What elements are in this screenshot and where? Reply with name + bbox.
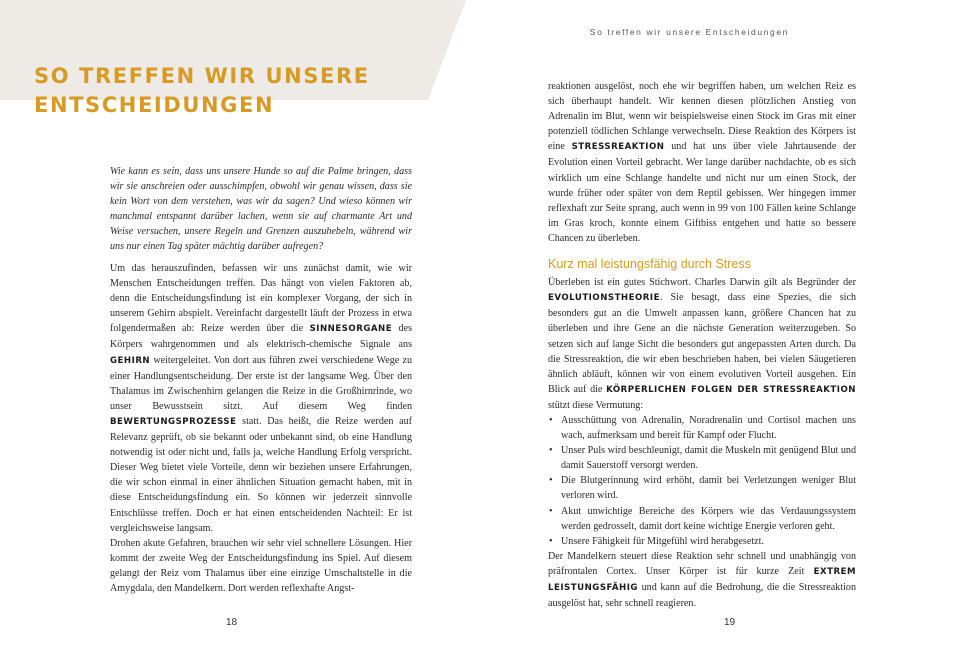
keyword-highlight: KÖRPERLICHEN FOLGEN DER STRESSREAKTION — [606, 384, 856, 395]
body-paragraph: reaktionen ausgelöst, noch ehe wir begriffen haben, um welchen Reiz es sich überhaupt handelt. Wir kennen diesen plötzlichen Anstieg von Adrenalin im Blut, wenn wir beispielsweise einen Stock im Gras mit einer potenziell tödlichen Schlange verwechseln. Diese Reaktion des Körpers ist eine STRESSREAKTION und hat uns über viele Jahrtausende der Evolution einen Vorteil gebracht. Wer lange darüber nachdachte, ob es sich wirklich um eine Schlange handelte und nicht nur um einen Stock, der wurde früher oder später von dem Reptil gebissen. Wer hingegen immer reflexhaft zur Seite sprang, auch wenn in 99 von 100 Fällen keine Schlange im Gras kroch, konnte einem Giftbiss entgehen und hatte so bessere Chancen zu überleben. — [548, 81, 856, 244]
body-paragraph: Überleben ist ein gutes Stichwort. Charles Darwin gilt als Begründer der EVOLUTIONSTHEORIE. Sie besagt, dass eine Spezies, die sich besonders gut an die Umwelt anpassen kann, größere Chancen hat zu überleben und ihre Gene an die nächste Generation weiterzugeben. So setzen sich auf lange Sicht die besonders gut angepassten Arten durch. Da die Stressreaktion, die wir eben beschrieben haben, bei vielen Säugetieren ähnlich abläuft, können wir von einem evolutiven Vorteil ausgehen. Ein Blick auf die KÖRPERLICHEN FOLGEN DER STRESSREAKTION stützt diese Vermutung: — [548, 277, 856, 411]
keyword-highlight: BEWERTUNGSPROZESSE — [110, 416, 237, 427]
body-paragraph: Um das herauszufinden, befassen wir uns zunächst damit, wie wir Menschen Entscheidungen treffen. Das hängt von vielen Faktoren ab, denn die Entscheidungsfindung ist ein komplexer Vorgang, der sich in unserem Gehirn abspielt. Vereinfacht dargestellt läuft der Prozess in etwa folgendermaßen ab: Reize werden über die SINNESORGANE des Körpers wahrgenommen und als elektrisch-chemische Signale ans GEHIRN weitergeleitet. Von dort aus führen zwei verschiedene Wege zu einer Handlungsentscheidung. Der erste ist der langsame Weg. Über den Thalamus im Zwischenhirn gelangen die Reize in die Großhirnrinde, wo unser Bewusstsein sitzt. Auf diesem Weg finden BEWERTUNGSPROZESSE statt. Das heißt, die Reize werden auf Relevanz geprüft, ob sie bekannt oder unbekannt sind, ob eine Handlung notwendig ist oder nicht und, falls ja, welche Handlung Erfolg verspricht. Dieser Weg bietet viele Vorteile, denn wir beziehen unsere Erfahrungen, die wir schon einmal in einer ähnlichen Situation gemacht haben, mit in diese Entscheidungsfindung ein. So können wir jederzeit sinnvolle Entschlüsse treffen. Doch er hat einen entscheidenden Nachteil: Er ist vergleichsweise langsam. — [110, 263, 412, 534]
right-body-text — [548, 79, 856, 611]
body-paragraph: Der Mandelkern steuert diese Reaktion sehr schnell und unabhängig von präfrontalen Cortex. Unser Körper ist für kurze Zeit EXTREM LEISTUNGSFÄHIG und kann auf die Bedrohung, die die Stressreaktion ausgelöst hat, sehr schnell reagieren. — [548, 550, 856, 610]
list-item: • Akut unwichtige Bereiche des Körpers wie das Verdauungssystem werden gedrosselt, damit dort keine wichtige Energie verloren geht. — [548, 504, 856, 534]
list-item: • Unsere Fähigkeit für Mitgefühl wird herabgesetzt. — [548, 534, 856, 549]
keyword-highlight: EXTREM LEISTUNGSFÄHIG — [548, 566, 856, 593]
body-paragraph: Drohen akute Gefahren, brauchen wir sehr viel schnellere Lösungen. Hier kommt der zweite Weg der Entscheidungsfindung ins Spiel. Auf diesem gelangt der Reiz vom Thalamus über eine einzige Umschaltstelle in die Amygdala, den Mandelkern. Dort werden reflexhafte Angst- — [110, 537, 412, 594]
chapter-title-line-2: ENTSCHEIDUNGEN — [34, 93, 275, 117]
keyword-highlight: GEHIRN — [110, 355, 151, 366]
page-number-left: 18 — [226, 617, 238, 628]
list-item: • Die Blutgerinnung wird erhöht, damit bei Verletzungen weniger Blut verloren wird. — [548, 473, 856, 503]
keyword-highlight: STRESSREAKTION — [571, 142, 665, 153]
list-item: • Unser Puls wird beschleunigt, damit die Muskeln mit genügend Blut und damit Sauerstoff versorgt werden. — [548, 443, 856, 473]
intro-paragraph: Wie kann es sein, dass uns unsere Hunde so auf die Palme bringen, dass wir sie anschreien oder ausschimpfen, obwohl wir genau wissen, dass sie kein Wort von dem verstehen, was wir da sagen? Und wieso können wir manchmal entspannt darüber lachen, wenn sie auf charmante Art und Weise versuchen, unsere Regeln und Grenzen auszuhebeln, während wir uns nur einen Tag später mächtig darüber aufregen? — [110, 166, 412, 253]
stress-effects-list — [548, 413, 856, 549]
chapter-title — [34, 62, 370, 120]
running-head: So treffen wir unsere Entscheidungen — [589, 27, 789, 37]
page-number-right: 19 — [724, 617, 736, 628]
left-body-text — [110, 261, 412, 596]
keyword-highlight: EVOLUTIONSTHEORIE — [548, 293, 660, 304]
chapter-title-line-1: SO TREFFEN WIR UNSERE — [34, 64, 370, 88]
section-heading: Kurz mal leistungsfähig durch Stress — [548, 257, 751, 272]
list-item: • Ausschüttung von Adrenalin, Noradrenalin und Cortisol machen uns wach, aufmerksam und bereit für Kampf oder Flucht. — [548, 413, 856, 443]
keyword-highlight: SINNESORGANE — [309, 324, 393, 335]
